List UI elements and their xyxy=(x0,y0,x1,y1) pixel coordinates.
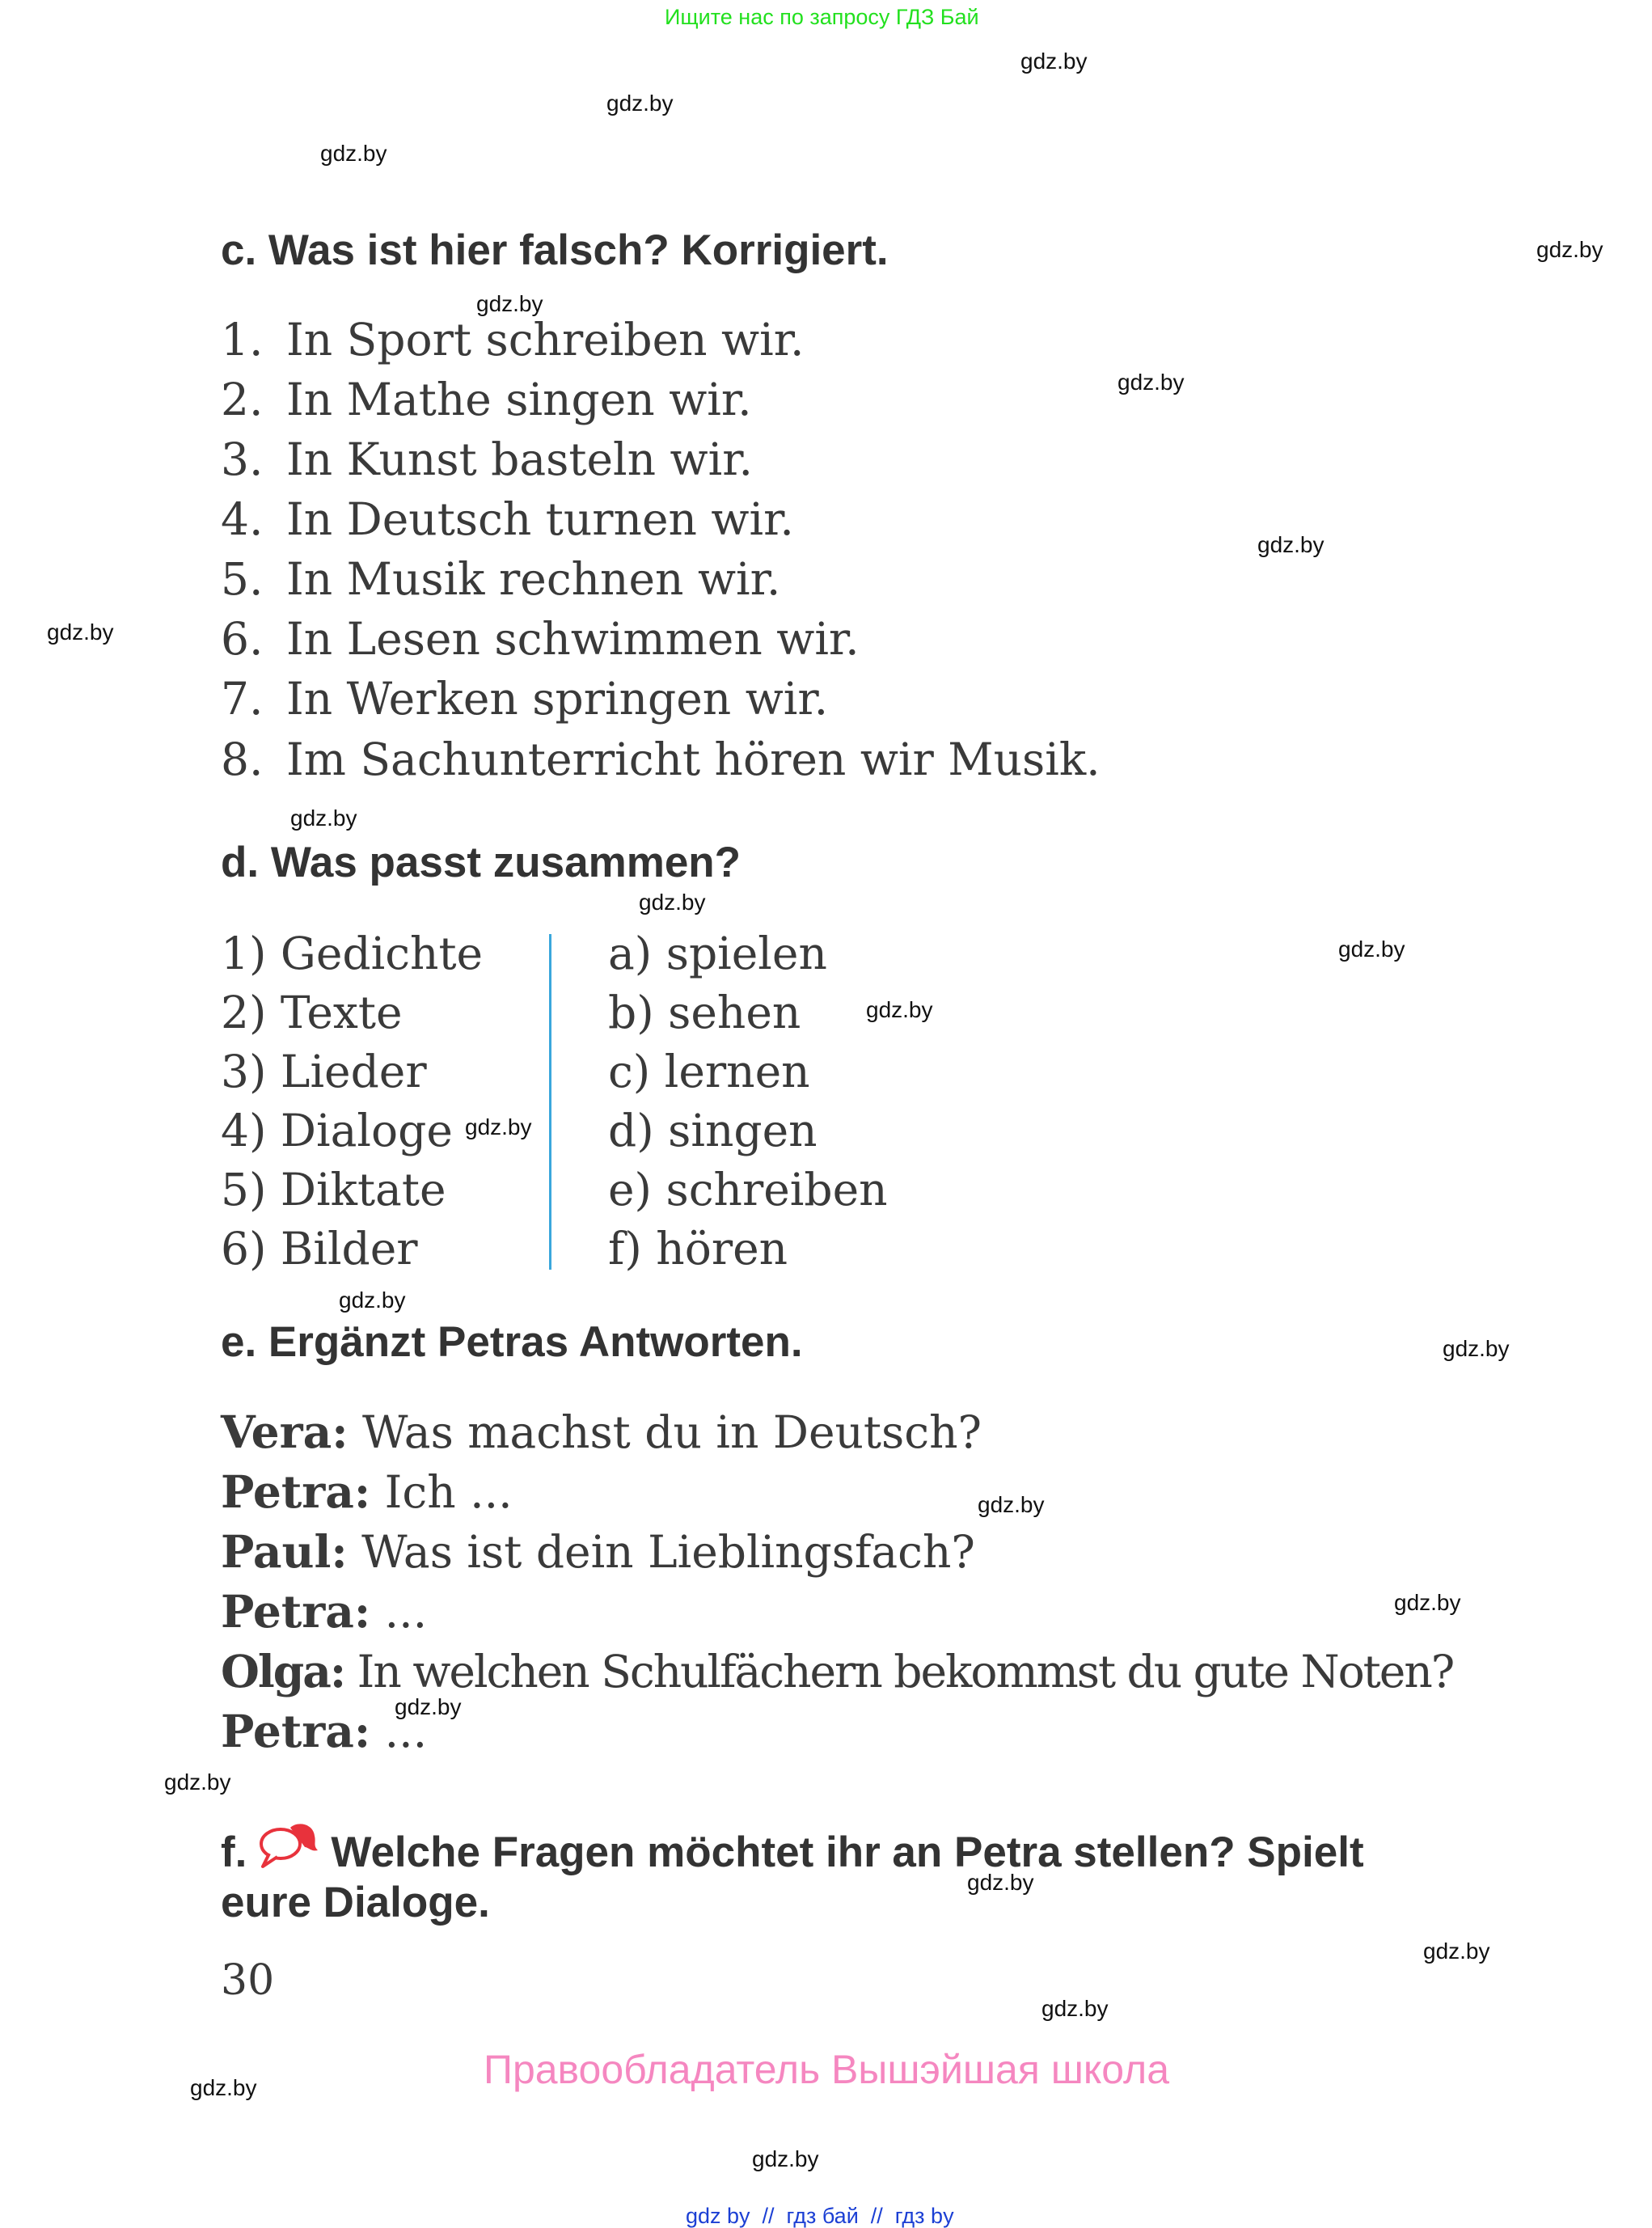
list-item: 5. In Musik rechnen wir. xyxy=(221,553,781,605)
watermark: gdz.by xyxy=(47,619,114,645)
speaker: Petra: xyxy=(221,1585,371,1638)
search-hint: Ищите нас по запросу ГДЗ Бай xyxy=(665,5,979,29)
speaker: Vera: xyxy=(221,1406,349,1458)
watermark: gdz.by xyxy=(395,1694,462,1719)
list-item: 7. In Werken springen wir. xyxy=(221,673,829,725)
watermark: gdz.by xyxy=(1443,1336,1510,1361)
speaker: Olga: xyxy=(221,1645,345,1697)
watermark: gdz.by xyxy=(339,1287,406,1313)
match-left-item: 2) Texte xyxy=(221,987,403,1038)
speech-bubbles-icon xyxy=(255,1823,319,1871)
speaker: Petra: xyxy=(221,1465,371,1518)
dialog-line: Petra: ... xyxy=(221,1705,428,1757)
watermark: gdz.by xyxy=(1338,936,1405,962)
list-item: 4. In Deutsch turnen wir. xyxy=(221,493,794,545)
watermark: gdz.by xyxy=(752,2146,819,2171)
list-item: 8. Im Sachunterricht hören wir Musik. xyxy=(221,734,1101,785)
match-right-item: b) sehen xyxy=(608,987,801,1038)
watermark: gdz.by xyxy=(1020,49,1088,74)
column-divider xyxy=(549,934,551,1270)
dialog-line: Olga: In welchen Schulfächern bekommst du gute Noten? xyxy=(221,1645,1454,1697)
match-right-item: f) hören xyxy=(608,1223,788,1275)
watermark: gdz.by xyxy=(465,1114,532,1139)
section-d-heading: d. Was passt zusammen? xyxy=(221,839,741,886)
watermark: gdz.by xyxy=(1394,1590,1461,1615)
page-number: 30 xyxy=(221,1956,275,2005)
watermark: gdz.by xyxy=(978,1492,1045,1517)
match-right-item: a) spielen xyxy=(608,928,827,979)
watermark: gdz.by xyxy=(866,997,933,1022)
watermark: gdz.by xyxy=(320,141,387,166)
watermark: gdz.by xyxy=(190,2075,257,2100)
speaker: Paul: xyxy=(221,1525,348,1578)
speaker: Petra: xyxy=(221,1705,371,1757)
watermark: gdz.by xyxy=(476,291,543,316)
section-f-heading-line2: eure Dialoge. xyxy=(221,1879,490,1926)
dialog-line: Petra: Ich ... xyxy=(221,1465,513,1518)
section-f-heading: f. Welche Fragen möchtet ihr an Petra stellen? Spielt xyxy=(221,1823,1364,1874)
match-right-item: c) lernen xyxy=(608,1046,810,1097)
watermark: gdz.by xyxy=(1423,1938,1490,1964)
match-left-item: 4) Dialoge xyxy=(221,1105,453,1156)
dialog-line: Petra: ... xyxy=(221,1585,428,1638)
list-item: 6. In Lesen schwimmen wir. xyxy=(221,613,860,665)
watermark: gdz.by xyxy=(967,1870,1034,1895)
dialog-line: Vera: Was machst du in Deutsch? xyxy=(221,1406,982,1458)
match-right-item: e) schreiben xyxy=(608,1164,888,1215)
watermark: gdz.by xyxy=(1257,532,1325,557)
match-left-item: 1) Gedichte xyxy=(221,928,484,979)
list-item: 3. In Kunst basteln wir. xyxy=(221,433,753,485)
list-item: 1. In Sport schreiben wir. xyxy=(221,314,805,366)
watermark: gdz.by xyxy=(606,91,674,116)
watermark: gdz.by xyxy=(1041,1996,1109,2021)
match-left-item: 3) Lieder xyxy=(221,1046,427,1097)
watermark: gdz.by xyxy=(639,890,706,915)
match-right-item: d) singen xyxy=(608,1105,818,1156)
match-left-item: 5) Diktate xyxy=(221,1164,446,1215)
section-c-heading: c. Was ist hier falsch? Korrigiert. xyxy=(221,226,889,274)
watermark: gdz.by xyxy=(1536,237,1603,262)
dialog-line: Paul: Was ist dein Lieblingsfach? xyxy=(221,1525,975,1578)
watermark: gdz.by xyxy=(164,1769,231,1795)
watermark: gdz.by xyxy=(290,805,357,831)
list-item: 2. In Mathe singen wir. xyxy=(221,374,752,425)
section-e-heading: e. Ergänzt Petras Antworten. xyxy=(221,1318,803,1366)
watermark: gdz.by xyxy=(1118,370,1185,395)
copyright-notice: Правообладатель Вышэйшая школа xyxy=(484,2047,1169,2092)
match-left-item: 6) Bilder xyxy=(221,1223,418,1275)
footer-links[interactable]: gdz by // гдз бай // гдз by xyxy=(686,2204,954,2228)
